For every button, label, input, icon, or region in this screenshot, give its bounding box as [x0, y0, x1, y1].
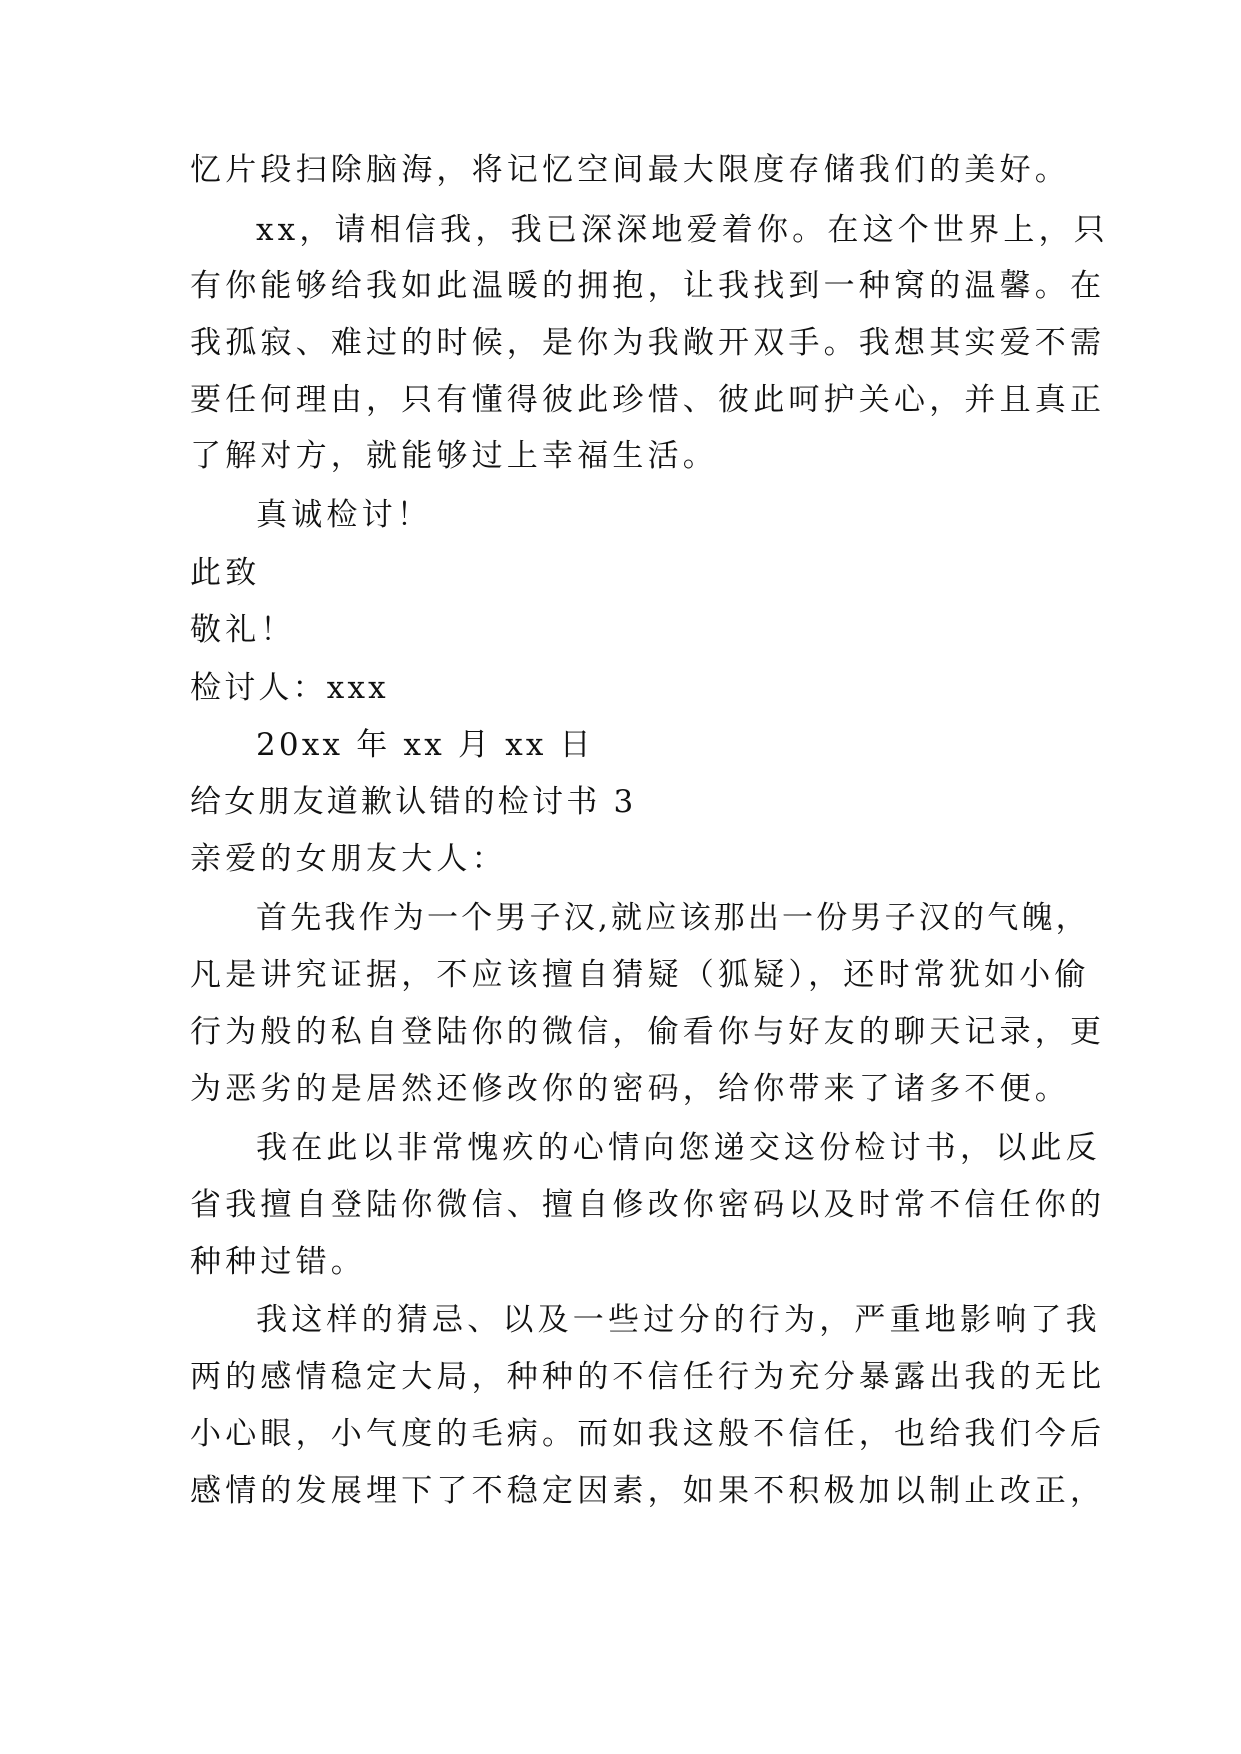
section-title: 给女朋友道歉认错的检讨书 3: [190, 784, 637, 820]
text-line: 凡是讲究证据，不应该擅自猜疑（狐疑），还时常犹如小偷: [190, 957, 1090, 993]
text-line: 行为般的私自登陆你的微信，偷看你与好友的聊天记录，更: [190, 1014, 1106, 1050]
text-line: 我在此以非常愧疚的心情向您递交这份检讨书，以此反: [256, 1130, 1101, 1166]
salutation-line: 此致: [190, 555, 261, 591]
text-line: 有你能够给我如此温暖的拥抱，让我找到一种窝的温馨。在: [190, 268, 1106, 304]
greeting-line: 亲爱的女朋友大人：: [190, 841, 507, 877]
salutation-line: 敬礼！: [190, 612, 296, 648]
text-line: 小心眼，小气度的毛病。而如我这般不信任，也给我们今后: [190, 1416, 1106, 1452]
text-line: 了解对方，就能够过上幸福生活。: [190, 438, 718, 474]
text-line: 省我擅自登陆你微信、擅自修改你密码以及时常不信任你的: [190, 1187, 1106, 1223]
text-line: 种种过错。: [190, 1244, 366, 1280]
date-line: 20xx 年 xx 月 xx 日: [256, 727, 594, 763]
text-line: 忆片段扫除脑海，将记忆空间最大限度存储我们的美好。: [190, 152, 1070, 188]
text-line: 两的感情稳定大局，种种的不信任行为充分暴露出我的无比: [190, 1359, 1106, 1395]
text-line: 我这样的猜忌、以及一些过分的行为，严重地影响了我: [256, 1302, 1101, 1338]
closing-phrase: 真诚检讨！: [256, 497, 432, 533]
signature-line: 检讨人：xxx: [190, 670, 389, 706]
text-line: 要任何理由，只有懂得彼此珍惜、彼此呵护关心，并且真正: [190, 382, 1106, 418]
text-line: xx，请相信我，我已深深地爱着你。在这个世界上，只: [256, 212, 1109, 248]
text-line: 我孤寂、难过的时候，是你为我敞开双手。我想其实爱不需: [190, 325, 1106, 361]
text-line: 为恶劣的是居然还修改你的密码，给你带来了诸多不便。: [190, 1071, 1070, 1107]
text-line: 首先我作为一个男子汉,就应该那出一份男子汉的气魄，: [256, 900, 1090, 936]
text-line: 感情的发展埋下了不稳定因素，如果不积极加以制止改正，: [190, 1473, 1106, 1509]
